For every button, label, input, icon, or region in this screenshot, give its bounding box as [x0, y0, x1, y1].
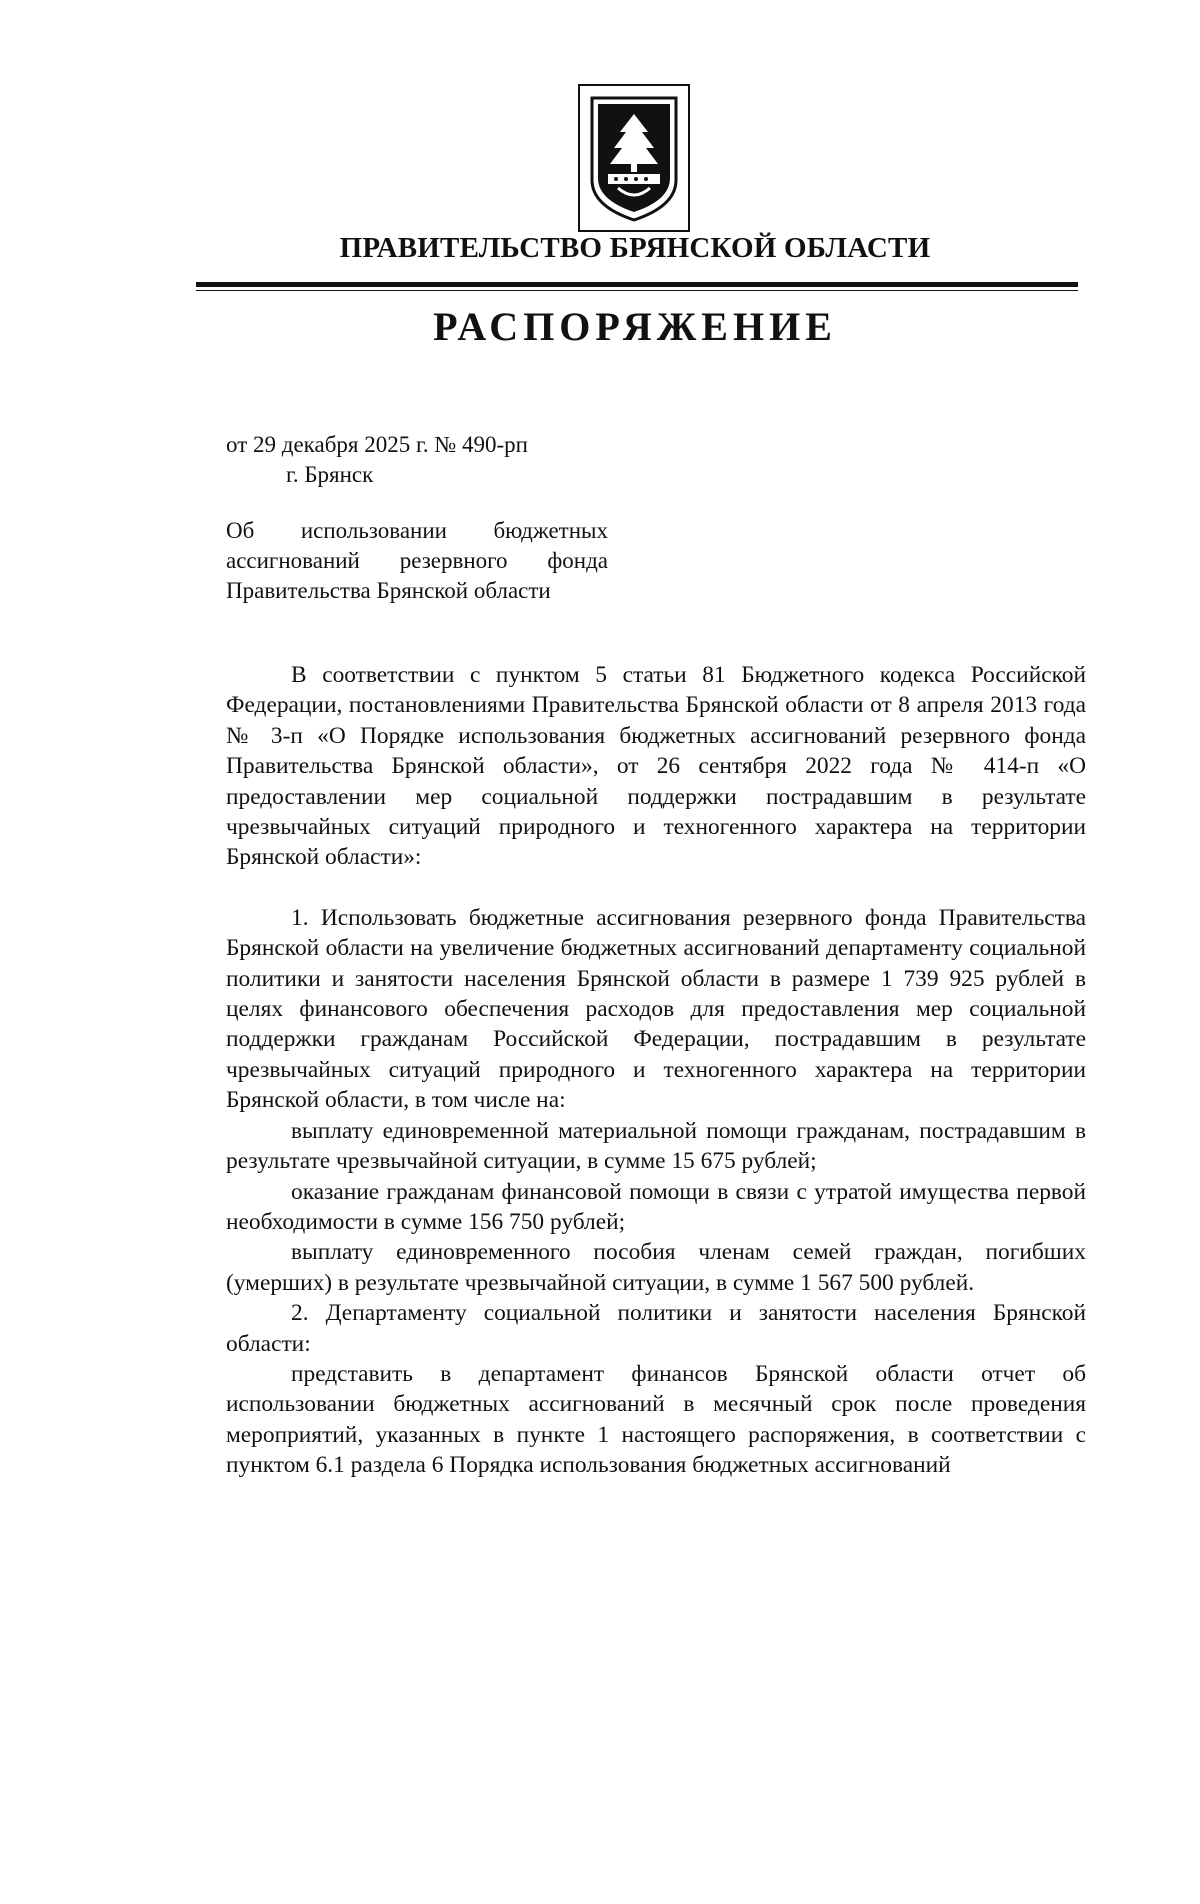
item-2a-paragraph: представить в департамент финансов Брянской области отчет об использовании бюджетных ассигнований в месячный срок после проведения мероприятий, указанных в пункте 1 настоящего распоряжения, в соответствии с пунктом 6.1 раздела 6 Порядка использования бюджетных ассигнований: [226, 1360, 1086, 1479]
document-type-title: РАСПОРЯЖЕНИЕ: [433, 304, 837, 349]
item-1c-paragraph: выплату единовременного пособия членам семей граждан, погибших (умерших) в результате чрезвычайной ситуации, в сумме 1 567 500 рублей.: [226, 1239, 1086, 1296]
date-number-line: от 29 декабря 2025 г. № 490-рп: [226, 432, 528, 457]
item-1-paragraph: 1. Использовать бюджетные ассигнования резервного фонда Правительства Брянской области на увеличение бюджетных ассигнований департаменту социальной политики и занятости населения Брянской области в размере 1 739 925 рублей в целях финансового обеспечения расходов для предоставления мер социальной поддержки гражданам Российской Федерации, пострадавшим в результате чрезвычайных ситуаций природного и техногенного характера на территории Брянской области, в том числе на:: [226, 904, 1086, 1114]
bryansk-coat-of-arms-icon: [578, 84, 690, 232]
subject-line: ассигнований резервного фонда: [226, 548, 608, 573]
preamble-paragraph: В соответствии с пунктом 5 статьи 81 Бюджетного кодекса Российской Федерации, постановлениями Правительства Брянской области от 8 апреля 2013 года № 3-п «О Порядке использования бюджетных ассигнований резервного фонда Правительства Брянской области», от 26 сентября 2022 года № 414-п «О предоставлении мер социальной поддержки пострадавшим в результате чрезвычайных ситуаций природного и техногенного характера на территории Брянской области»:: [226, 662, 1086, 871]
subject-line: Об использовании бюджетных: [226, 518, 608, 543]
city-line: г. Брянск: [286, 462, 374, 487]
subject-line: Правительства Брянской области: [226, 578, 551, 603]
document-subject: [226, 516, 608, 606]
item-1b-paragraph: оказание гражданам финансовой помощи в связи с утратой имущества первой необходимости в сумме 156 750 рублей;: [226, 1178, 1086, 1235]
header-divider-thick: [196, 282, 1078, 287]
document-body: [226, 660, 1086, 1481]
header-divider-thin: [196, 290, 1078, 291]
organization-title: ПРАВИТЕЛЬСТВО БРЯНСКОЙ ОБЛАСТИ: [339, 232, 931, 264]
document-meta: [226, 430, 528, 490]
item-1a-paragraph: выплату единовременной материальной помощи гражданам, пострадавшим в результате чрезвычайной ситуации, в сумме 15 675 рублей;: [226, 1117, 1086, 1175]
item-2-paragraph: 2. Департаменту социальной политики и занятости населения Брянской области:: [226, 1300, 1086, 1357]
